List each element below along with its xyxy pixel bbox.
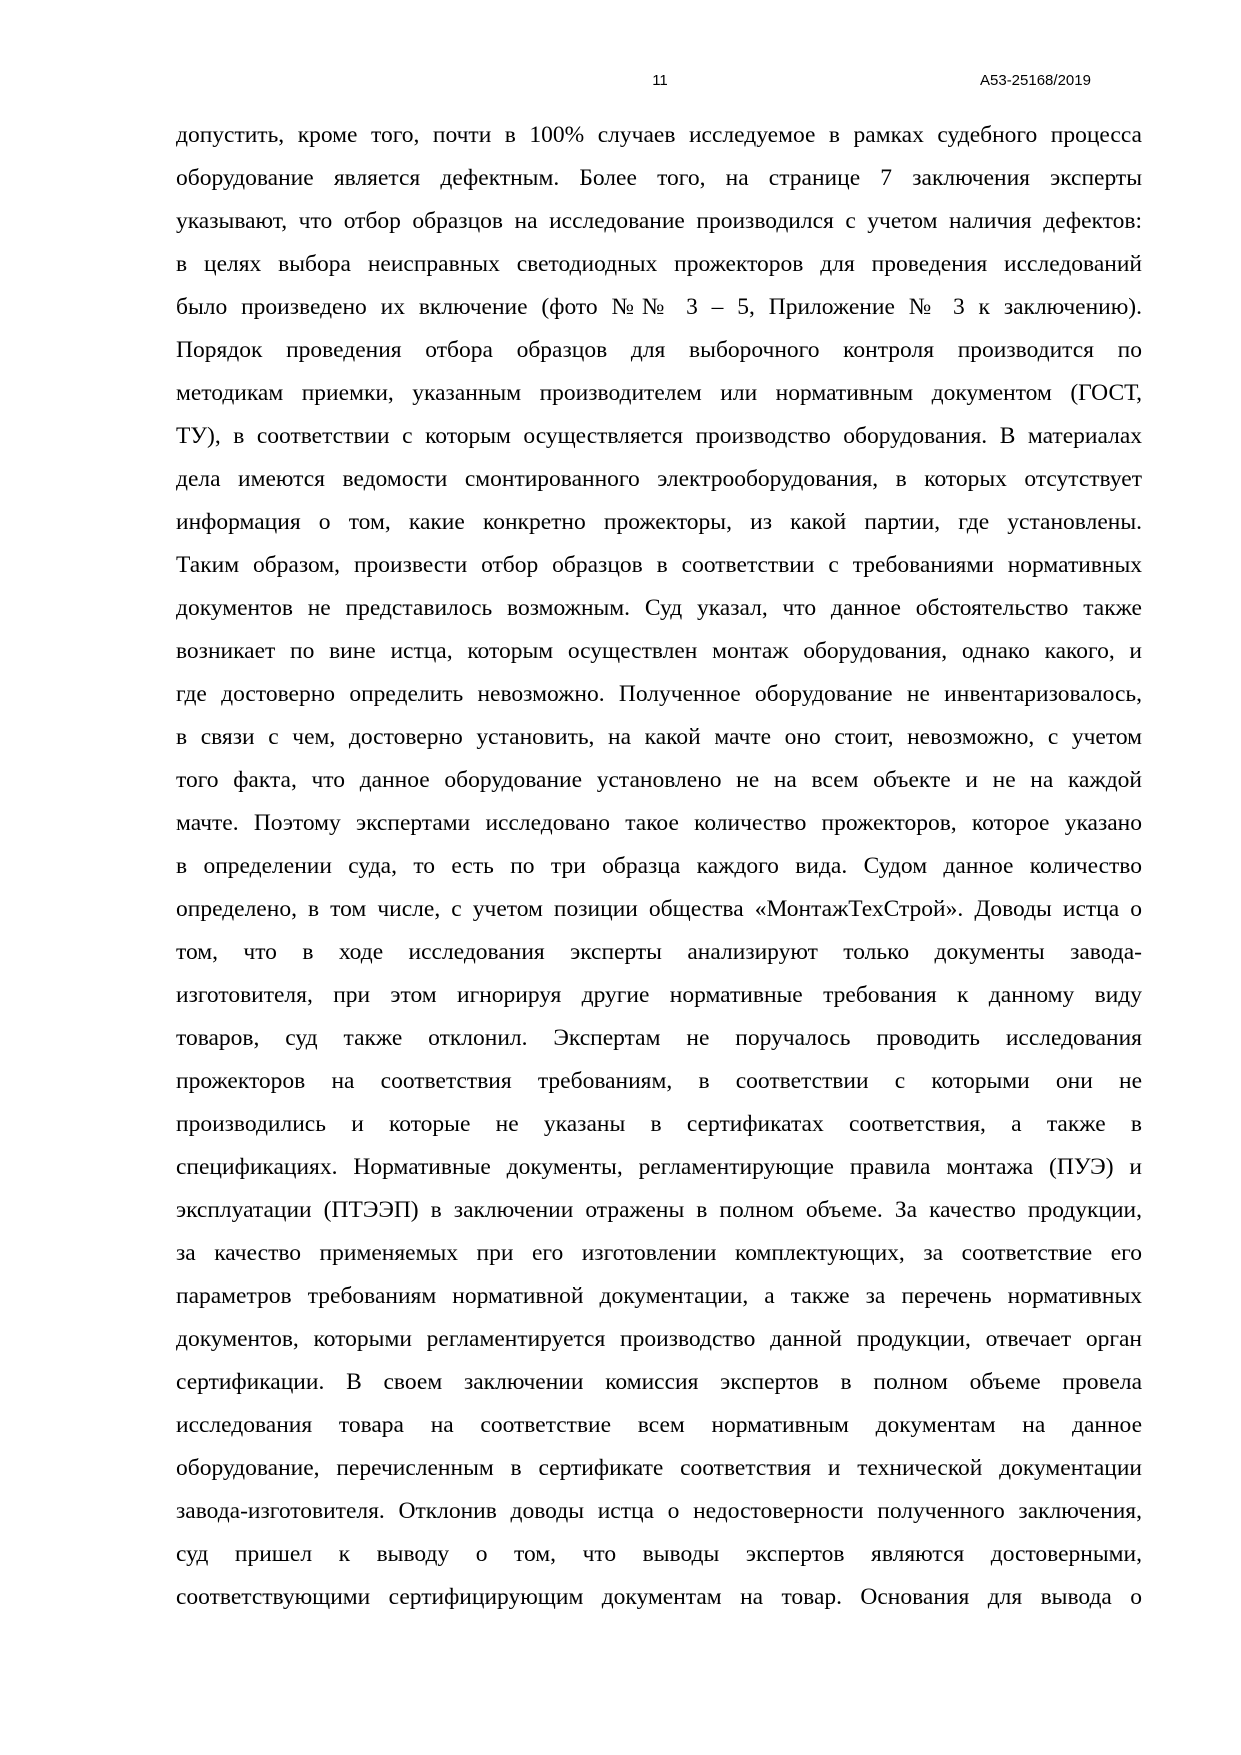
- text-line: Таким образом, произвести отбор образцов в соответствии с требованиями нормативных: [176, 552, 1142, 578]
- text-line: информация о том, какие конкретно прожекторы, из какой партии, где установлены.: [176, 509, 1142, 535]
- text-line: товаров, суд также отклонил. Экспертам не поручалось проводить исследования: [176, 1025, 1142, 1051]
- text-line: прожекторов на соответствия требованиям, в соответствии с которыми они не: [176, 1068, 1142, 1094]
- text-line: в связи с чем, достоверно установить, на какой мачте оно стоит, невозможно, с учетом: [176, 724, 1142, 750]
- text-line: документов, которыми регламентируется производство данной продукции, отвечает орган: [176, 1326, 1142, 1352]
- text-line: допустить, кроме того, почти в 100% случаев исследуемое в рамках судебного процесса: [176, 122, 1142, 148]
- page-number: 11: [652, 72, 668, 89]
- text-line: том, что в ходе исследования эксперты анализируют только документы завода-: [176, 939, 1142, 965]
- text-line: оборудование, перечисленным в сертификате соответствия и технической документации: [176, 1455, 1142, 1481]
- text-line: мачте. Поэтому экспертами исследовано такое количество прожекторов, которое указано: [176, 810, 1142, 836]
- text-line: оборудование является дефектным. Более того, на странице 7 заключения эксперты: [176, 165, 1142, 191]
- body-text: [176, 114, 1142, 1619]
- text-line: документов не представилось возможным. Суд указал, что данное обстоятельство также: [176, 595, 1142, 621]
- text-line: в целях выбора неисправных светодиодных прожекторов для проведения исследований: [176, 251, 1142, 277]
- text-line: Порядок проведения отбора образцов для выборочного контроля производится по: [176, 337, 1142, 363]
- text-line: в определении суда, то есть по три образца каждого вида. Судом данное количество: [176, 853, 1142, 879]
- text-line: суд пришел к выводу о том, что выводы экспертов являются достоверными,: [176, 1541, 1142, 1567]
- text-line: спецификациях. Нормативные документы, регламентирующие правила монтажа (ПУЭ) и: [176, 1154, 1142, 1180]
- text-line: того факта, что данное оборудование установлено не на всем объекте и не на каждой: [176, 767, 1142, 793]
- text-line: было произведено их включение (фото №№ 3 – 5, Приложение № 3 к заключению).: [176, 294, 1142, 320]
- text-line: параметров требованиям нормативной документации, а также за перечень нормативных: [176, 1283, 1142, 1309]
- text-line: определено, в том числе, с учетом позиции общества «МонтажТехСтрой». Доводы истца о: [176, 896, 1142, 922]
- text-line: эксплуатации (ПТЭЭП) в заключении отражены в полном объеме. За качество продукции,: [176, 1197, 1142, 1223]
- text-line: где достоверно определить невозможно. Полученное оборудование не инвентаризовалось,: [176, 681, 1142, 707]
- text-line: за качество применяемых при его изготовлении комплектующих, за соответствие его: [176, 1240, 1142, 1266]
- text-line: указывают, что отбор образцов на исследование производился с учетом наличия дефектов:: [176, 208, 1142, 234]
- text-line: соответствующими сертифицирующим документам на товар. Основания для вывода о: [176, 1584, 1142, 1610]
- text-line: методикам приемки, указанным производителем или нормативным документом (ГОСТ,: [176, 380, 1142, 406]
- text-line: изготовителя, при этом игнорируя другие нормативные требования к данному виду: [176, 982, 1142, 1008]
- text-line: возникает по вине истца, которым осуществлен монтаж оборудования, однако какого, и: [176, 638, 1142, 664]
- text-line: производились и которые не указаны в сертификатах соответствия, а также в: [176, 1111, 1142, 1137]
- text-line: ТУ), в соответствии с которым осуществляется производство оборудования. В материалах: [176, 423, 1142, 449]
- text-line: дела имеются ведомости смонтированного электрооборудования, в которых отсутствует: [176, 466, 1142, 492]
- text-line: сертификации. В своем заключении комиссия экспертов в полном объеме провела: [176, 1369, 1142, 1395]
- case-number: А53-25168/2019: [980, 72, 1091, 89]
- text-line: завода-изготовителя. Отклонив доводы истца о недостоверности полученного заключения,: [176, 1498, 1142, 1524]
- text-line: исследования товара на соответствие всем нормативным документам на данное: [176, 1412, 1142, 1438]
